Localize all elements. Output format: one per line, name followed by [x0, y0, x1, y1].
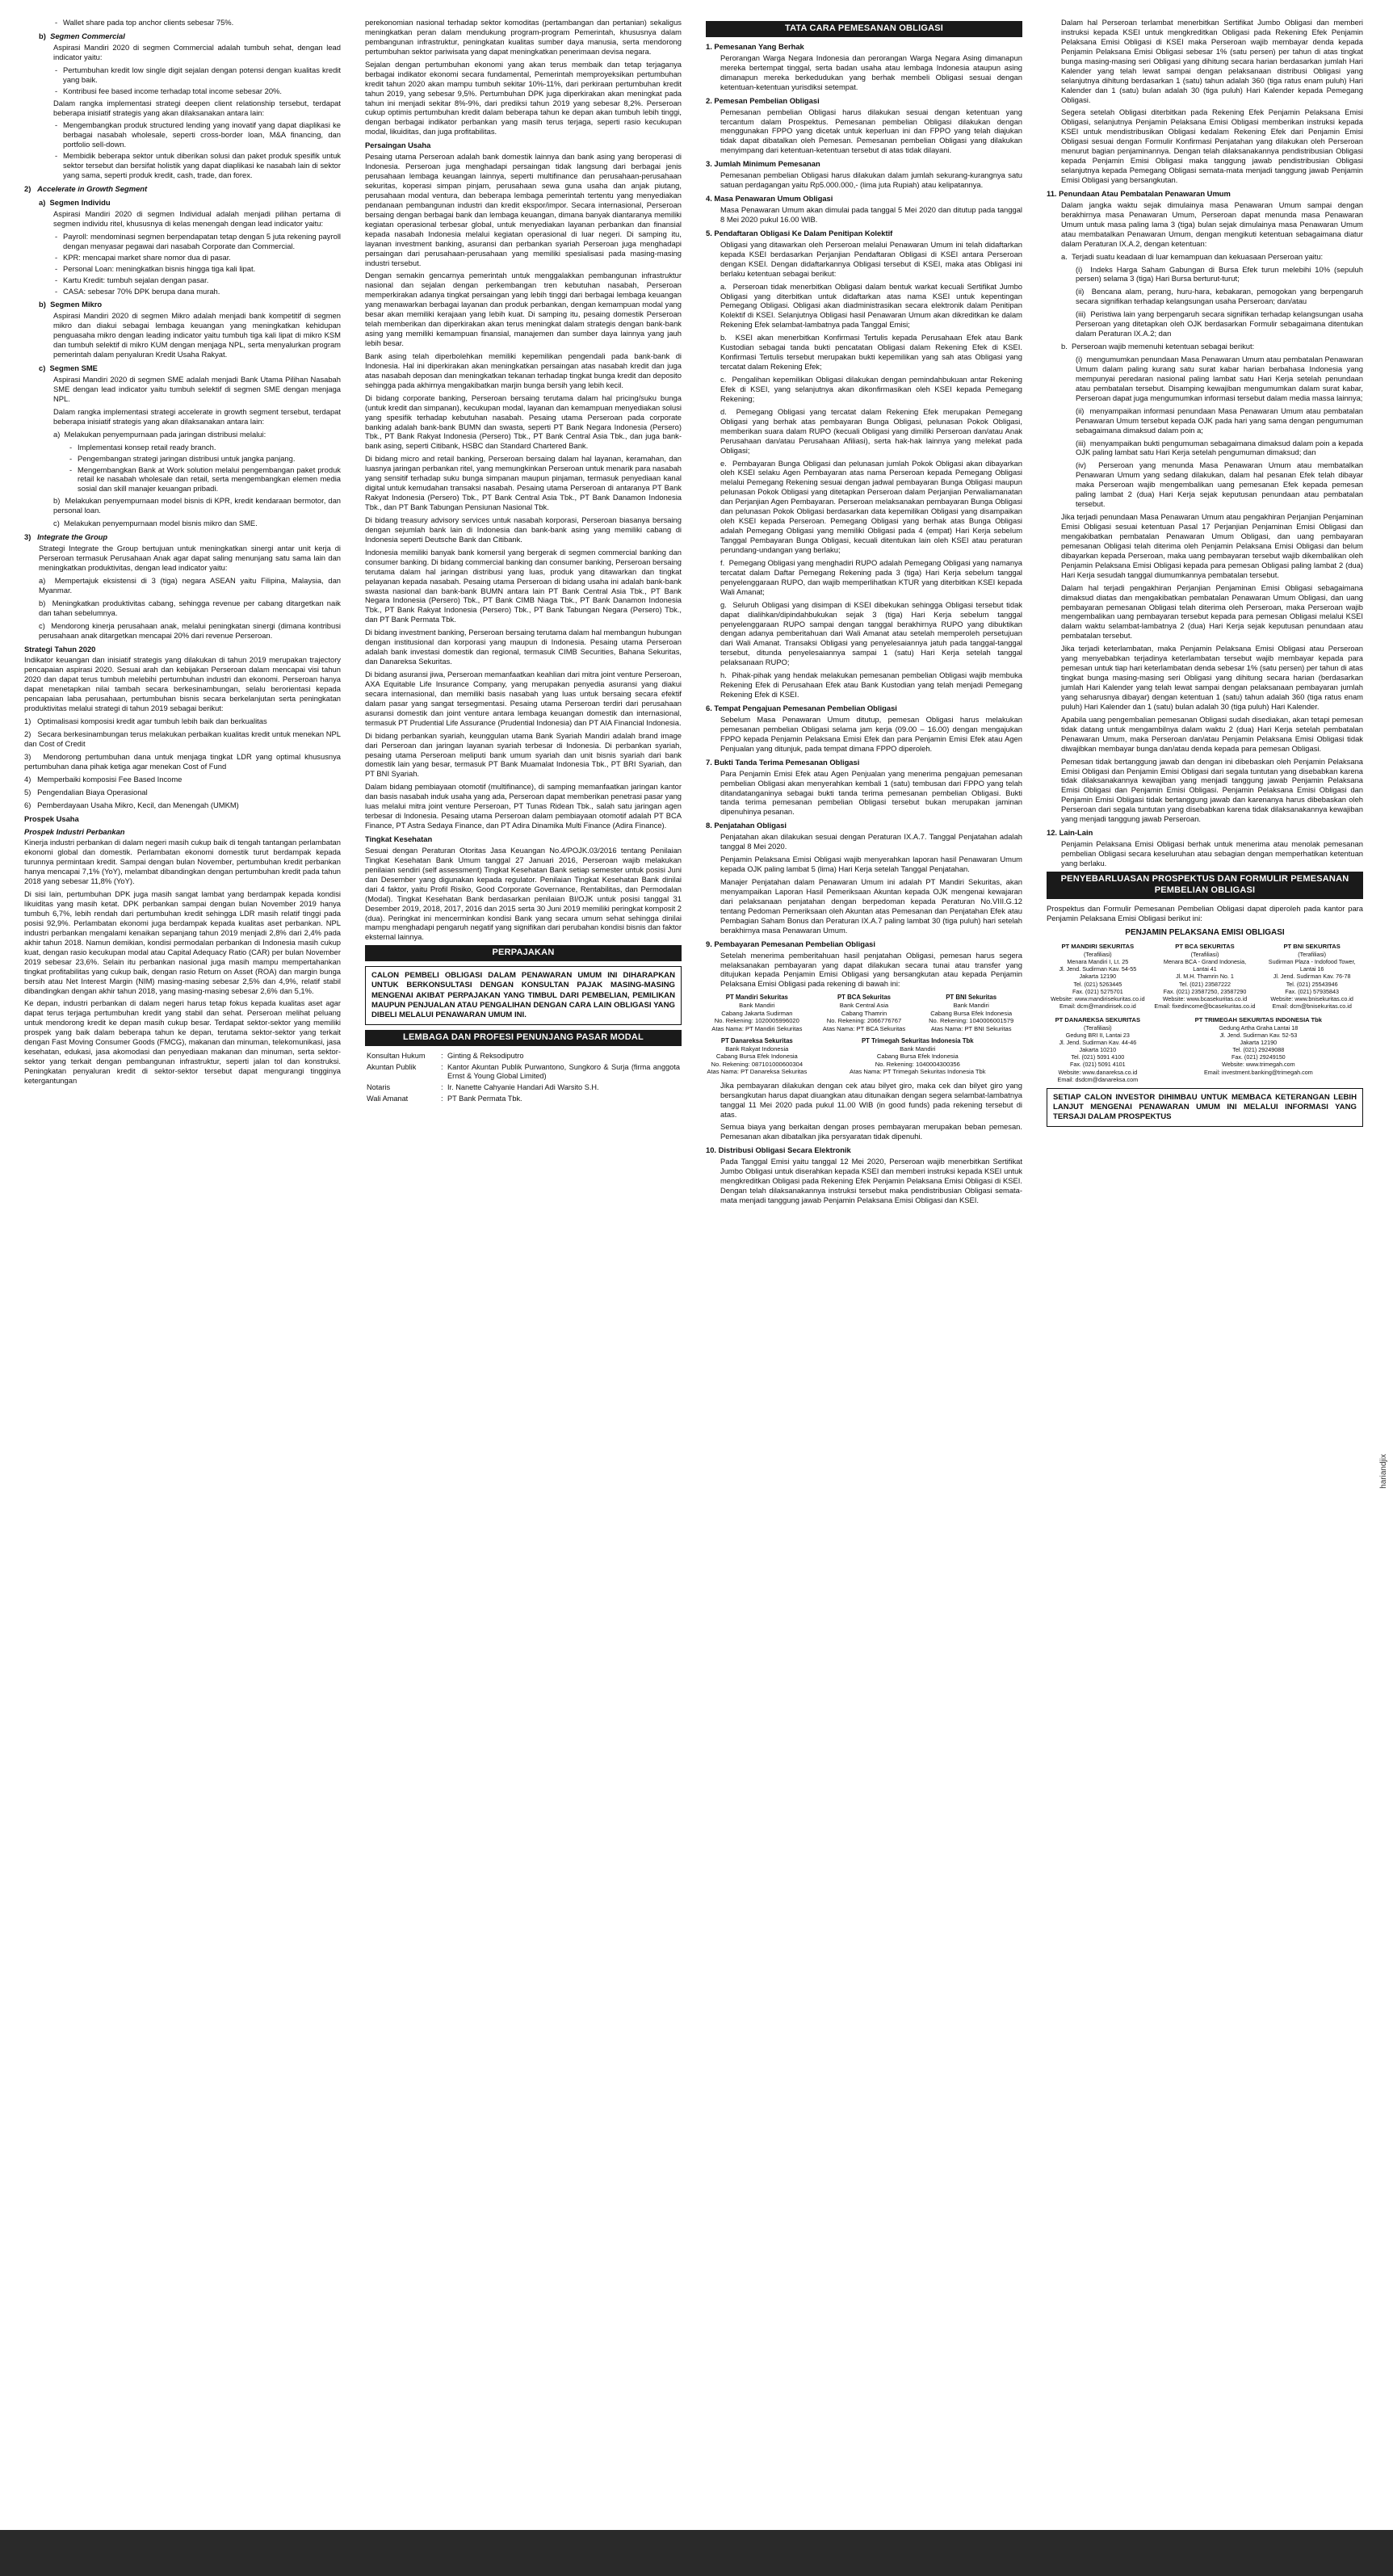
- paragraph: Perorangan Warga Negara Indonesia dan perorangan Warga Negara Asing dimanapun mereka bertempat tinggal, serta badan usaha atau lembaga Indonesia ataupun asing dimanapun mereka berkedudukan yang berhak membeli Obligasi sesuai dengan ketentuan-ketentuan yurisdiksi setempat.: [720, 53, 1022, 91]
- professionals-table: [365, 1051, 682, 1104]
- list-item: c. Pengalihan kepemilikan Obligasi dilakukan dengan pemindahbukuan antar Rekening Efek di KSEI, yang selanjutnya akan dikonfirmasikan oleh KSEI kepada Pemegang Rekening;: [720, 375, 1022, 403]
- tax-notice-box: CALON PEMBELI OBLIGASI DALAM PENAWARAN UMUM INI DIHARAPKAN UNTUK BERKONSULTASI DENGAN KONSULTAN PAJAK MASING-MASING MENGENAI AKIBAT PERPAJAKAN YANG TIMBUL DARI PEMBELIAN, PEMILIKAN MAUPUN PENJUALAN ATAU PENGALIHAN DENGAN CARA LAIN OBLIGASI YANG DIBELI MELALUI PENAWARAN UMUM INI.: [365, 966, 682, 1025]
- paragraph: Dalam rangka implementasi strategi accelerate in growth segment tersebut, terdapat beberapa inisiatif strategis yang akan dilaksanakan antara lain:: [53, 406, 341, 426]
- paragraph: Di bidang investment banking, Perseroan bersaing terutama dalam hal membangun hubungan dengan institusional dan korporasi yang maupun di Indonesia. Pesaing utama Perseroan adalah bank investasi domestik dan regional, termasuk CIMB Securities, Bahana Sekuritas, dan Danareksa Sekuritas.: [365, 628, 682, 666]
- paragraph: perekonomian nasional terhadap sektor komoditas (pertambangan dan pertanian) sekaligus meningkatkan peran dalam mendukung program-program Pemerintah, khususnya dalam pembangunan infrastruktur, peningkatan kualitas sumber daya manusia, serta mendorong pertumbuhan sektor pariwisata yang dapat meningkatkan penerimaan devisa negara.: [365, 18, 682, 56]
- heading: b) Segmen Commercial: [39, 31, 125, 40]
- paragraph: Dengan semakin gencarnya pemerintah untuk menggalakkan pembangunan infrastruktur nasional dan sejalan dengan perkembangan tren kebutuhan nasabah, Perseroan memperkirakan adanya tingkat persaingan yang lebih tinggi dari berbagai lembaga keuangan yang menawarkan berbagai layanan dan produk perbankan, dengan kemampuan modal yang besar akan memiliki kerajaan yang lebih kuat. Di samping itu, pesaing domestik Perseroan telah memberikan dan diperkirakan akan terus meningkat dalam strategis dengan bank-bank asing yang memiliki kemampuan finansial, manajemen dan sumber daya lainnya yang jauh lebih besar.: [365, 271, 682, 347]
- paragraph: Pemesan tidak bertanggung jawab dan dengan ini dibebaskan oleh Penjamin Pelaksana Emisi Obligasi dan Penjamin Emisi Obligasi dari segala tuntutan yang disebabkan karena tidak dilaksanakannya kewajiban yang menjadi tanggung jawab Penjamin Pelaksana Emisi Obligasi dan Penjamin Emisi Obligasi. Penjamin Pelaksana Emisi Obligasi dan Penjamin Emisi Obligasi tidak bertanggung jawab dan karenanya harus dibebaskan oleh Perseroan dari segala tuntutan yang disebabkan karena tidak dilaksanakannya kewajiban yang menjadi tanggung jawab Perseroan.: [1061, 756, 1363, 824]
- column-3: [706, 18, 1022, 1208]
- paragraph: Di bidang micro and retail banking, Perseroan bersaing dalam hal layanan, keramahan, dan luasnya jaringan perbankan ritel, yang memungkinkan Perseroan untuk menarik para nasabah yang sensitif terhadap suku bunga simpanan maupun pinjaman, termasuk penyediaan kanal digital untuk kemudahan transaksi nasabah. Pesaing utama Perseroan di antaranya PT Bank Rakyat Indonesia (Persero) Tbk., PT Bank Central Asia Tbk., PT Bank Danamon Indonesia Tbk., dan PT Bank Tabungan Pensiunan Nasional Tbk.: [365, 454, 682, 511]
- column-4: [1047, 18, 1363, 1132]
- heading: a) Segmen Individu: [39, 198, 111, 207]
- paragraph: Masa Penawaran Umum akan dimulai pada tanggal 5 Mei 2020 dan ditutup pada tanggal 8 Mei 2020 pukul 16.00 WIB.: [720, 205, 1022, 224]
- column-2: [365, 18, 682, 1105]
- paragraph: Di bidang corporate banking, Perseroan bersaing terutama dalam hal pricing/suku bunga (untuk kredit dan simpanan), kecukupan modal, layanan dan kemampuan menyediakan solusi yang spesifik terhadap kebutuhan nasabah. Pesaing utama Perseroan pada corporate banking adalah bank-bank BUMN dan swasta, seperti PT Bank Negara Indonesia (Persero) Tbk., PT Bank Rakyat Indonesia (Persero) Tbk., PT Bank Central Asia Tbk., dan juga bank-bank asing, seperti Citibank, HSBC dan Standard Chartered Bank.: [365, 393, 682, 451]
- paragraph: Dalam hal terjadi pengakhiran Perjanjian Penjaminan Emisi Obligasi sebagaimana dimaksud diatas dan mengakibatkan pembatalan Penawaran Umum Obligasi, dan uang pembayaran pemesanan Obligasi telah diterima oleh Perseroan, maka Perseroan wajib mengembalikan uang pembayaran tersebut kepada para pemesan Obligasi melalui KSEI dalam waktu selambat-lambatnya 2 (dua) Hari Kerja sejak keputusan penundaan atau pembatalan tersebut.: [1061, 582, 1363, 641]
- list-item: a. Terjadi suatu keadaan di luar kemampuan dan kekuasaan Perseroan yaitu:: [1061, 251, 1324, 261]
- bank-account: PT BNI Sekuritas Bank Mandiri Cabang Bursa Efek Indonesia No. Rekening: 1040006001579 Atas Nama: PT BNI Sekuritas: [929, 994, 1014, 1032]
- heading: Prospek Industri Perbankan: [24, 826, 125, 836]
- paragraph: Kinerja industri perbankan di dalam negeri masih cukup baik di tengah tantangan perlambatan ekonomi global dan domestik. Perlambatan ekonomi domestik turut berdampak kepada turunnya permintaan kredit. Sampai dengan bulan November, pertumbuhan kredit perbankan hanya mencapai 7,1% (YoY), melambat dibandingkan dengan pertumbuhan kredit pada tahun 2018 yang sebesar 11,8% (YoY).: [24, 838, 341, 886]
- paragraph: Setelah menerima pemberitahuan hasil penjatahan Obligasi, pemesan harus segera melaksanakan pembayaran yang dapat dilakukan secara tunai atau transfer yang ditujukan kepada Penjamin Emisi Obligasi yang bersangkutan atau kepada Penjamin Pelaksana Emisi Obligasi pada rekening di bawah ini:: [720, 950, 1022, 989]
- bank-account: PT Mandiri Sekuritas Bank Mandiri Cabang Jakarta Sudirman No. Rekening: 1020005996020 Atas Nama: PT Mandiri Sekuritas: [711, 994, 803, 1032]
- heading: 8. Penjatahan Obligasi: [706, 821, 787, 830]
- watermark: hariandjix: [1379, 1454, 1389, 1489]
- list-item: (i) Indeks Harga Saham Gabungan di Bursa Efek turun melebihi 10% (sepuluh persen) selama 3 (tiga) Hari Bursa berturut-turut;: [1076, 264, 1363, 284]
- heading: 2) Accelerate in Growth Segment: [24, 184, 148, 194]
- underwriter-card: PT BNI SEKURITAS (Terafiliasi) Sudirman Plaza - Indofood Tower, Lantai 16 Jl. Jend. Sudirman Kav. 76-78 Tel. (021) 25543946 Fax. (021) 57935843 Website: www.bnisekuritas.co.id Email: dcm@bnisekuritas.co.id: [1268, 943, 1356, 1010]
- heading: 10. Distribusi Obligasi Secara Elektronik: [706, 1145, 851, 1155]
- table-row: Akuntan Publik : Kantor Akuntan Publik Purwantono, Sungkoro & Surja (firma anggota Ernst & Young Global Limited): [367, 1062, 680, 1081]
- paragraph: Pesaing utama Perseroan adalah bank domestik lainnya dan bank asing yang beroperasi di Indonesia. Perseroan juga menghadapi persaingan tidak langsung dari berbagai jenis perusahaan lembaga keuangan lainnya, seperti multifinance dan perusahaan-perusahaan sekuritas, koperasi simpan pinjam, perusahaan sewa guna usaha dan anjak piutang, perusahaan modal ventura, dan beberapa lembaga pemerintah tertentu yang menyediakan pendanaan pembangunan industri dan kredit ekspor/impor. Secara internasional, Perseroan bersaing dengan berbagai bank dan lembaga keuangan, dimana banyak diantaranya memiliki kegiatan operasional terbesar global, untuk menyediakan layanan perbankan dan finansial kepada nasabah Indonesia melalui kegiatan operasional di luar negeri. Di samping itu, layanan investment banking, asuransi dan perbankan syariah Perseroan juga menghadapi persaingan dari perusahaan-perusahaan yang memiliki spesialisasi pada masing-masing industri tersebut.: [365, 152, 682, 267]
- paragraph: Aspirasi Mandiri 2020 di segmen Commercial adalah tumbuh sehat, dengan lead indicator yaitu:: [53, 42, 341, 61]
- list-item: - Kartu Kredit: tumbuh sejalan dengan pasar.: [53, 275, 341, 285]
- list-item: b. Perseroan wajib memenuhi ketentuan sebagai berikut:: [1061, 342, 1255, 351]
- paragraph: a) Melakukan penyempurnaan pada jaringan distribusi melalui:: [53, 429, 266, 439]
- paragraph: Manajer Penjatahan dalam Penawaran Umum ini adalah PT Mandiri Sekuritas, akan menyampaikan Laporan Hasil Pemeriksaan Akuntan kepada OJK mengenai kewajaran dari pelaksanaan penjatahan dengan berpedoman kepada Peraturan No.VIII.G.12 tentang Pedoman Pemeriksaan oleh Akuntan atas Pemesanan dan Penjatahan Efek atau Pembagian Saham Bonus dan Peraturan IX.A.7 paling lambat 30 (tiga puluh) hari setelah berakhirnya masa Penawaran Umum.: [720, 877, 1022, 935]
- list-item: 5) Pengendalian Biaya Operasional: [24, 787, 148, 796]
- list-item: - Kontribusi fee based income terhadap total income sebesar 20%.: [53, 86, 341, 96]
- paragraph: Di bidang asuransi jiwa, Perseroan memanfaatkan keahlian dari mitra joint venture Perseroan, AXA Equitable Life Insurance Company, yang merupakan penyedia asuransi yang diakui secara internasional, dan memiliki basis nasabah yang luas untuk bersaing secara efektif dalam pasar yang sangat tersegmentasi. Pesaing utama Perseroan terdiri dari perusahaan asuransi domestik dan joint venture antara lembaga keuangan domestik dan internasional, termasuk PT Prudential Life Assurance (Prudential Indonesia) dan PT AIA Financial Indonesia.: [365, 670, 682, 727]
- list-item: (ii) Bencana alam, perang, huru-hara, kebakaran, pemogokan yang berpengaruh secara signifikan terhadap kelangsungan usaha Perseroan; dan/atau: [1076, 287, 1363, 306]
- paragraph: Apabila uang pengembalian pemesanan Obligasi sudah disediakan, akan tetapi pemesan tidak datang untuk mengambilnya dalam waktu 2 (dua) Hari Kerja setelah pembatalan Penawaran Umum, maka Perseroan dan/atau Penjamin Pelaksana Emisi Obligasi tidak diwajibkan membayar bunga dan/atau denda kepada para pemesan Obligasi.: [1061, 714, 1363, 753]
- paragraph: Segera setelah Obligasi diterbitkan pada Rekening Efek Penjamin Pelaksana Emisi Obligasi, selanjutnya Penjamin Pelaksana Emisi Obligasi memberikan instruksi kepada KSEI untuk mendistribusikan Obligasi kedalam Rekening Efek dari Penjamin Emisi Obligasi sesuai dengan Formulir Konfirmasi Penjatahan yang dilakukan oleh Perseroan menurut bagian penjaminannya. Dengan telah dilaksanakannya pendistribusian Obligasi kepada Penjamin Emisi Obligasi maka tanggung jawab pendistribusian Obligasi selanjutnya kepada Pemegang Obligasi semata-mata menjadi tanggung jawab Penjamin Emisi Obligasi yang bersangkutan.: [1061, 107, 1363, 184]
- paragraph: Obligasi yang ditawarkan oleh Perseroan melalui Penawaran Umum ini telah didaftarkan kepada KSEI berdasarkan Perjanjian Pendaftaran Obligasi di KSEI antara Perseroan dengan KSEI. Dengan didaftarkannya Obligasi tersebut di KSEI, maka atas Obligasi ini berlaku ketentuan sebagai berikut:: [720, 239, 1022, 278]
- bank-account: PT Trimegah Sekuritas Indonesia Tbk Bank Mandiri Cabang Bursa Efek Indonesia No. Rekening: 1040004300356 Atas Nama: PT Trimegah Sekuritas Indonesia Tbk: [850, 1037, 986, 1076]
- table-row: Wali Amanat : PT Bank Permata Tbk.: [367, 1094, 522, 1103]
- heading: 3. Jumlah Minimum Pemesanan: [706, 159, 820, 169]
- text-line: - Wallet share pada top anchor clients sebesar 75%.: [53, 18, 341, 27]
- heading: 3) Integrate the Group: [24, 532, 108, 542]
- list-item: e. Pembayaran Bunga Obligasi dan pelunasan jumlah Pokok Obligasi akan dibayarkan oleh KSEI selaku Agen Pembayaran atas nama Perseroan kepada Pemegang Obligasi melalui Pemegang Rekening sesuai dengan jadwal pembayaran Bunga Obligasi maupun pelunasan Pokok Obligasi yang ditetapkan Perseroan dalam Perjanjian Perwaliamanatan dan Perjanjian Agen Pembayaran. Perseroan melaksanakan pembayaran Bunga Obligasi dan pelunasan Pokok Obligasi berdasarkan data kepemilikan Obligasi yang disampaikan oleh KSEI kepada Perseroan. Pemegang Obligasi yang berhak atas Bunga Obligasi adalah Pemegang Obligasi yang memiliki Obligasi pada 4 (empat) Hari Kerja sebelum Tanggal Pembayaran Bunga Obligasi, kecuali ditentukan lain oleh KSEI atau peraturan perundang-undangan yang berlaku;: [720, 458, 1022, 554]
- footer-bar: [0, 2530, 1393, 2576]
- section-banner-penyebarluasan: PENYEBARLUASAN PROSPEKTUS DAN FORMULIR PEMESANAN PEMBELIAN OBLIGASI: [1047, 872, 1363, 899]
- table-row: Notaris : Ir. Nanette Cahyanie Handari Adi Warsito S.H.: [367, 1083, 599, 1092]
- paragraph: c) Melakukan penyempurnaan model bisnis mikro dan SME.: [53, 519, 258, 528]
- column-1: [24, 18, 341, 1089]
- paragraph: Sesuai dengan Peraturan Otoritas Jasa Keuangan No.4/POJK.03/2016 tentang Penilaian Tingkat Kesehatan Bank Umum tanggal 27 Januari 2016, Perseroan wajib melakukan penilaian sendiri (self assessment) Tingkat Kesehatan Bank setiap semester untuk posisi Juni dan Desember yang digunakan kepada regulator. Penilaian Tingkat Kesehatan Bank dinilai dari 4 faktor, yaitu Profil Risiko, Good Corporate Governance, Rentabilitas, dan Permodalan (Modal). Tingkat Kesehatan Bank berdasarkan penilaian BI/OJK untuk posisi tanggal 31 Desember 2019, 2018, 2017, 2016 dan 2015 serta 30 Juni 2019 memiliki peringkat komposit 2 (dua). Peringkat ini mencerminkan kondisi Bank yang secara umum sehat sehingga dinilai mampu menghadapi pengaruh negatif yang signifikan dari perubahan kondisi bisnis dan faktor eksternal lainnya.: [365, 845, 682, 942]
- list-item: - Mengembangkan produk structured lending yang inovatif yang dapat diaplikasi ke berbagai nasabah wholesale, seperti cross-border loan, M&A financing, dan portfolio sell-down.: [53, 120, 341, 149]
- list-item: 1) Optimalisasi komposisi kredit agar tumbuh lebih baik dan berkualitas: [24, 716, 267, 726]
- heading: 1. Pemesanan Yang Berhak: [706, 41, 804, 51]
- paragraph: Dalam rangka implementasi strategi deepen client relationship tersebut, terdapat beberapa inisiatif strategis yang akan dilaksanakan antara lain:: [53, 98, 341, 117]
- paragraph: b) Meningkatkan produktivitas cabang, sehingga revenue per cabang ditargetkan naik dan tahan sebelumnya.: [39, 598, 341, 617]
- section-banner-perpajakan: PERPAJAKAN: [365, 945, 682, 961]
- list-item: 4) Memperbaiki komposisi Fee Based Income: [24, 774, 183, 784]
- list-item: - KPR: mencapai market share nomor dua di pasar.: [53, 253, 341, 263]
- bank-account: PT BCA Sekuritas Bank Central Asia Cabang Thamrin No. Rekening: 2066776767 Atas Nama: PT BCA Sekuritas: [822, 994, 906, 1032]
- list-item: 2) Secara berkesinambungan terus melakukan perbaikan kualitas kredit untuk menekan NPL dan Cost of Credit: [24, 729, 341, 748]
- list-item: 6) Pemberdayaan Usaha Mikro, Kecil, dan Menengah (UMKM): [24, 800, 239, 809]
- paragraph: Bank asing telah diperbolehkan memiliki kepemilikan pengendali pada bank-bank di Indonesia. Hal ini diperkirakan akan meningkatkan persaingan atas nasabah kredit dan juga atas nasabah deposan dan meningkatkan tekanan terhadap tingkat bunga kredit dan deposito sehingga pada akhirnya mengakibatkan marjin bunga bersih yang lebih kecil.: [365, 351, 682, 389]
- heading: Persaingan Usaha: [365, 141, 431, 150]
- paragraph: Pada Tanggal Emisi yaitu tanggal 12 Mei 2020, Perseroan wajib menerbitkan Sertifikat Jumbo Obligasi untuk diserahkan kepada KSEI dan memberi instruksi kepada KSEI untuk mengkreditkan Obligasi pada Rekening Efek Penjamin Pelaksana Emisi Obligasi di KSEI. Dengan telah dilaksanakannya instruksi tersebut maka pendistribusian Obligasi semata-mata menjadi tanggung jawab Penjamin Pelaksana Emisi Obligasi dan KSEI.: [720, 1157, 1022, 1204]
- paragraph: Aspirasi Mandiri 2020 di segmen SME adalah menjadi Bank Utama Pilihan Nasabah SME dengan lead indicator yaitu tumbuh selektif di segmen SME dengan menjaga NPL.: [53, 375, 341, 403]
- list-item: - Mengembangkan Bank at Work solution melalui pengembangan paket produk retail ke nasabah wholesale dan retail, serta mengembangkan elemen media sosial dan skill manajer keuangan pribadi.: [68, 465, 341, 494]
- underwriter-card: PT DANAREKSA SEKURITAS (Terafiliasi) Gedung BRI II, Lantai 23 Jl. Jend. Sudirman Kav. 44-46 Jakarta 10210 Tel. (021) 5091 4100 Fax. (021) 5091 4101 Website: www.danareksa.co.id Email: dsdcm@danareksa.com: [1055, 1016, 1141, 1083]
- list-item: d. Pemegang Obligasi yang tercatat dalam Rekening Efek merupakan Pemegang Obligasi yang berhak atas pembayaran Bunga Obligasi, pelunasan Pokok Obligasi, memberikan suara dalam RUPO (kecuali Obligasi yang dimiliki Perseroan dan/atau Anak Perusahaan dan/atau Perusahaan Afiliasi), serta hak-hak lainnya yang melekat pada Obligasi;: [720, 406, 1022, 455]
- underwriter-card: PT TRIMEGAH SEKURITAS INDONESIA Tbk Gedung Artha Graha Lantai 18 Jl. Jend. Sudirman Kav. 52-53 Jakarta 12190 Tel. (021) 29249088 Fax. (021) 29249150 Website: www.trimegah.com Email: investment.banking@trimegah.com: [1194, 1016, 1322, 1076]
- paragraph: Penjamin Pelaksana Emisi Obligasi berhak untuk menerima atau menolak pemesanan pembelian Obligasi secara keseluruhan atau sebagian dengan memperhatikan ketentuan yang berlaku.: [1061, 839, 1363, 868]
- heading: 9. Pembayaran Pemesanan Pembelian Obligasi: [706, 939, 875, 948]
- paragraph: Aspirasi Mandiri 2020 di segmen Individual adalah menjadi pilihan pertama di segmen individu ritel, khususnya di kelas menengah dengan lead indicator yaitu:: [53, 208, 341, 228]
- heading: Prospek Usaha: [24, 813, 79, 823]
- list-item: (iii) menyampaikan bukti pengumuman sebagaimana dimaksud dalam poin a kepada OJK paling lambat satu Hari Kerja setelah pengumuman dimaksud; dan: [1076, 438, 1363, 457]
- list-item: h. Pihak-pihak yang hendak melakukan pemesanan pembelian Obligasi wajib membuka Rekening Efek di Perusahaan Efek atau Bank Kustodian yang telah menjadi Pemegang Rekening Efek di KSEI.: [720, 670, 1022, 700]
- heading: Strategi Tahun 2020: [24, 644, 96, 653]
- list-item: f. Pemegang Obligasi yang menghadiri RUPO adalah Pemegang Obligasi yang namanya tercatat dalam Daftar Pemegang Rekening pada 3 (tiga) Hari Kerja sebelum tanggal penyelenggaraan RUPO, dan wajib memperlihatkan KTUR yang diterbitkan KSEI kepada Wali Amanat;: [720, 557, 1022, 596]
- heading: b) Segmen Mikro: [39, 300, 103, 309]
- list-item: - Personal Loan: meningkatkan bisnis hingga tiga kali lipat.: [53, 264, 341, 274]
- section-banner-tata-cara: TATA CARA PEMESANAN OBLIGASI: [706, 21, 1022, 37]
- paragraph: Sejalan dengan pertumbuhan ekonomi yang akan terus membaik dan tetap terjaganya berbagai indikator ekonomi secara fundamental, Pemerintah memproyeksikan pertumbuhan kredit tahun 2020 akan mampu tumbuh sekitar 10%-11%, dari perkiraan pertumbuhan kredit tahun 2019, yang sebesar 9,5%. Pertumbuhan DPK juga diperkirakan akan meningkat pada tahun ini menjadi sekitar 8%-9%, dari prediksi tahun 2019 yang sebesar 8,2%. Perseroan cukup optimis pertumbuhan kredit dalam beberapa tahun ke depan akan tumbuh lebih tinggi, dengan berbagai indikator perbankan yang masih terus terjaga, seperti rasio kecukupan modal, likuiditas, dan juga profitabilitas.: [365, 59, 682, 137]
- paragraph: Jika terjadi keterlambatan, maka Penjamin Pelaksana Emisi Obligasi atau Perseroan yang menyebabkan terjadinya keterlambatan tersebut wajib membayar kepada para pemesan untuk tiap hari keterlambatan denda sebesar 1% (satu persen) per tahun di atas tingkat bunga masing-masing seri Obligasi yang dihitung secara harian (berdasarkan jumlah Hari Kalender yang telah lewat sampai dengan pelaksanaan pembayaran jumlah yang seharusnya dibayar) dengan ketentuan 1 (satu) tahun adalah 360 (tiga ratus enam puluh) Hari Kalender dan 1 (satu) bulan adalah 30 (tiga puluh) Hari Kalender.: [1061, 644, 1363, 711]
- paragraph: a) Mempertajuk eksistensi di 3 (tiga) negara ASEAN yaitu Filipina, Malaysia, dan Myanmar.: [39, 575, 341, 595]
- paragraph: Indonesia memiliki banyak bank komersil yang bergerak di segmen commercial banking dan consumer banking. Di bidang commercial banking dan consumer banking, Perseroan bersaing terutama dalam hal jaringan distribusi yang luas, produk yang ditawarkan dan tingkat pelayanan kepada nasabah. Pesaing utama Perseroan di bidang usaha ini adalah bank-bank swasta nasional dan bank-bank BUMN antara lain PT Bank Central Asia Tbk., PT Bank Negara Indonesia (Persero) Tbk., PT Bank CIMB Niaga Tbk., PT Bank Danamon Indonesia Tbk., PT Bank Rakyat Indonesia (Persero) Tbk., PT Bank Tabungan Negara (Persero) Tbk., dan PT Bank Permata Tbk.: [365, 547, 682, 624]
- paragraph: Pemesanan pembelian Obligasi harus dilakukan sesuai dengan ketentuan yang tercantum dalam Prospektus. Pemesanan pembelian Obligasi dilakukan dengan menggunakan FPPO yang dicetak untuk keperluan ini dan FPPO yang telah diajukan tidak dapat dibatalkan oleh Pemesan. Pemesanan pembelian Obligasi yang dilakukan menyimpang dari ketentuan-ketentuan tersebut di atas tidak dilayani.: [720, 107, 1022, 155]
- heading: 2. Pemesan Pembelian Obligasi: [706, 95, 820, 105]
- paragraph: Dalam hal Perseroan terlambat menerbitkan Sertifikat Jumbo Obligasi dan memberi instruksi kepada KSEI untuk mengkreditkan Obligasi pada Rekening Efek Penjamin Pelaksana Emisi Obligasi di KSEI maka Perseroan wajib membayar denda kepada Penjamin Pelaksana Emisi Obligasi sebesar 1% (satu persen) per tahun di atas tingkat bunga masing-masing seri Obligasi yang dihitung secara harian berdasarkan jumlah Hari Kalender yang telah lewat sampai dengan pelaksanaan distribusi Obligasi yang selanjutnya dihitung berdasarkan 1 (satu) tahun adalah 360 (tiga ratus enam puluh) Hari Kalender dan 1 (satu) bulan adalah 30 (tiga puluh) Hari Kalender kepada Pemegang Obligasi.: [1061, 18, 1363, 104]
- list-item: - Pengembangan strategi jaringan distribusi untuk jangka panjang.: [68, 454, 341, 464]
- heading: 6. Tempat Pengajuan Pemesanan Pembelian Obligasi: [706, 704, 897, 713]
- list-item: (iii) Peristiwa lain yang berpengaruh secara signifikan terhadap kelangsungan usaha Perseroan yang ditetapkan oleh OJK berdasarkan Formulir sebagaimana ditentukan dalam Peraturan IX.A.2; dan: [1076, 309, 1364, 338]
- underwriter-card: PT BCA SEKURITAS (Terafiliasi) Menara BCA - Grand Indonesia, Lantai 41 Jl. M.H. Thamrin No. 1 Tel. (021) 23587222 Fax. (021) 23587250, 23587290 Website: www.bcasekuritas.co.id Email: fixedincome@bcasekuritas.co.id: [1154, 943, 1256, 1010]
- list-item: b. KSEI akan menerbitkan Konfirmasi Tertulis kepada Perusahaan Efek atau Bank Kustodian sebagai tanda bukti pencatatan Obligasi dalam Rekening Efek di KSEI. Konfirmasi Tertulis tersebut merupakan bukti kepemilikan yang sah atas Obligasi yang tercatat dalam Rekening Efek;: [720, 333, 1022, 372]
- heading: 7. Bukti Tanda Terima Pemesanan Obligasi: [706, 757, 860, 767]
- bank-accounts-grid: [706, 994, 1022, 1075]
- heading: 4. Masa Penawaran Umum Obligasi: [706, 194, 833, 204]
- list-item: - CASA: sebesar 70% DPK berupa dana murah.: [53, 287, 341, 296]
- paragraph: Sebelum Masa Penawaran Umum ditutup, pemesan Obligasi harus melakukan pemesanan pembelian Obligasi selama jam kerja (09.00 – 16.00) dengan mengajukan FPPO kepada Penjamin Pelaksana Emisi Efek dan para Penjamin Emisi Efek atau Agen Penjualan yang ditunjuk, pada tempat dimana FPPO diperoleh.: [720, 714, 1022, 753]
- heading: 5. Pendaftaran Obligasi Ke Dalam Penitipan Kolektif: [706, 228, 893, 237]
- heading: 11. Penundaan Atau Pembatalan Penawaran Umum: [1047, 188, 1231, 198]
- paragraph: b) Melakukan penyempurnaan model bisnis di KPR, kredit kendaraan bermotor, dan personal loan.: [53, 496, 341, 515]
- investor-notice-box: SETIAP CALON INVESTOR DIHIMBAU UNTUK MEMBACA KETERANGAN LEBIH LANJUT MENGENAI PENAWARAN UMUM INI MELALUI INFORMASI YANG TERSAJI DALAM PROSPEKTUS: [1047, 1088, 1363, 1128]
- section-banner-lembaga: LEMBAGA DAN PROFESI PENUNJANG PASAR MODAL: [365, 1030, 682, 1046]
- bank-account: PT Danareksa Sekuritas Bank Rakyat Indonesia Cabang Bursa Efek Indonesia No. Rekening: 087101000600304 Atas Nama: PT Danareksa Sekuritas: [707, 1037, 808, 1076]
- paragraph: Dalam jangka waktu sejak dimulainya masa Penawaran Umum sampai dengan berakhirnya masa Penawaran Umum, Perseroan dapat menunda masa Penawaran Umum untuk masa paling lama 3 (tiga) bulan sejak dimulainya masa Penawaran Umum atau membatalkan Penawaran Umum, dengan mengikuti ketentuan sebagaimana diatur dalam Peraturan IX.A.2, dengan ketentuan:: [1061, 200, 1363, 248]
- heading: 12. Lain-Lain: [1047, 828, 1093, 838]
- paragraph: Indikator keuangan dan inisiatif strategis yang dilakukan di tahun 2019 merupakan trajectory pencapaian aspirasi 2020. Sesuai arah dan kebijakan Perseroan dalam mencapai visi tahun 2020 dan dapat terus tumbuh melebihi pertumbuhan industri dan ekonomi. Perseroan hanya dapat menetapkan nilai tambah secara berkesinambungan, selalu berorientasi kepada pencapaian laba perusahaan, pertumbuhan bisnis secara berkelanjutan serta peningkatan produktivitas melalui strategi di tahun 2019 sebagai berikut:: [24, 655, 341, 713]
- paragraph: c) Mendorong kinerja perusahaan anak, melalui peningkatan sinergi (dimana kontribusi perusahaan anak ditargetkan mencapai 20% dari revenue Perseroan.: [39, 620, 341, 640]
- list-item: 3) Mendorong pertumbuhan dana untuk menjaga tingkat LDR yang optimal khususnya pertumbuhan dana pihak ketiga agar menekan Cost of Fund: [24, 751, 341, 771]
- table-row: Konsultan Hukum : Ginting & Reksodiputro: [367, 1052, 524, 1061]
- paragraph: Di sisi lain, pertumbuhan DPK juga masih sangat lambat yang berdampak kepada kondisi likuiditas yang masih ketat. DPK perbankan sampai dengan bulan November 2019 hanya tumbuh 6,7%, lebih rendah dari pertumbuhan kredit sehingga LDR masih relatif tinggi pada posisi 92,9%. Perlambatan ekonomi juga berdampak kepada kualitas aset perbankan. NPL industri perbankan mengalami kenaikan sepanjang tahun 2019 menjadi 2,8% dari 2,4% pada akhir tahun 2018. Namun demikian, kondisi permodalan perbankan di Indonesia masih cukup kuat, dengan rasio kecukupan modal atau Capital Adequacy Ratio (CAR) per bulan November 2019 sebesar 23,6%. Selain itu perbankan nasional juga masih mampu mempertahankan tingkat profitabilitas yang cukup baik, dengan rasio Return on Asset (ROA) dan margin bunga bersih atau Net Interest Margin (NIM) masing-masing sebesar 2,5% dan 4,9%, relatif stabil dibandingkan dengan akhir tahun 2018, yang masing-masing sebesar 2,6% dan 5,1%.: [24, 889, 341, 995]
- list-item: g. Seluruh Obligasi yang disimpan di KSEI dibekukan sehingga Obligasi tersebut tidak dapat dialihkan/dipindahbukukan sejak 3 (tiga) Hari Kerja sebelum tanggal penyelenggaraan RUPO sampai dengan tanggal berakhirnya RUPO yang dibuktikan dengan adanya pemberitahuan dari Wali Amanat atau setelah memperoleh persetujuan dari Wali Amanat. Transaksi Obligasi yang penyelesaiannya jatuh pada tanggal-tanggal tersebut, ditunda penyelesaiannya sampai 1 (satu) Hari Kerja setelah tanggal pelaksanaan RUPO;: [720, 599, 1022, 667]
- paragraph: Semua biaya yang berkaitan dengan proses pembayaran merupakan beban pemesan. Pemesanan akan dibatalkan jika persyaratan tidak dipenuhi.: [720, 1122, 1022, 1141]
- list-item: - Payroll: mendominasi segmen berpendapatan tetap dengan 5 juta rekening payroll dengan menyasar pegawai dari nasabah Corporate dan Commercial.: [53, 232, 341, 251]
- paragraph: Pemesanan pembelian Obligasi harus dilakukan dalam jumlah sekurang-kurangnya satu satuan perdagangan yaitu Rp5.000.000,- (lima juta Rupiah) atau kelipatannya.: [720, 170, 1022, 190]
- list-item: (ii) menyampaikan informasi penundaan Masa Penawaran Umum atau pembatalan Penawaran Umum tersebut kepada OJK pada hari yang sama dengan pengumuman sebagaimana dimaksud dalam poin a;: [1076, 406, 1363, 435]
- list-item: - Pertumbuhan kredit low single digit sejalan dengan potensi dengan kualitas kredit yang baik.: [53, 65, 341, 85]
- paragraph: Aspirasi Mandiri 2020 di segmen Mikro adalah menjadi bank kompetitif di segmen mikro dan diakui sebagai lembaga keuangan yang meningkatkan kehidupan penguasaha mikro dengan leading indicator yaitu tumbuh tiga kali lipat di mikro KSM dan tumbuh selektif di mikro KUM dengan menjaga NPL, serta menyalurkan program pemerintah dalam penyaluran Kredit Usaha Rakyat.: [53, 311, 341, 359]
- paragraph: Penjatahan akan dilakukan sesuai dengan Peraturan IX.A.7. Tanggal Penjatahan adalah tanggal 8 Mei 2020.: [720, 832, 1022, 851]
- paragraph: Para Penjamin Emisi Efek atau Agen Penjualan yang menerima pengajuan pemesanan pembelian Obligasi akan menyerahkan kembali 1 (satu) tembusan dari FPPO yang telah ditandatanganinya sebagai bukti tanda terima pemesanan pembelian Obligasi. Bukti tanda terima pemesanan pembelian Obligasi tersebut bukan merupakan jaminan dipenuhinya pesanan.: [720, 768, 1022, 817]
- paragraph: Prospektus dan Formulir Pemesanan Pembelian Obligasi dapat diperoleh pada kantor para Penjamin Pelaksana Emisi Obligasi berikut ini:: [1047, 903, 1363, 922]
- list-item: (i) mengumumkan penundaan Masa Penawaran Umum atau pembatalan Penawaran Umum dalam paling kurang satu surat kabar harian berbahasa Indonesia yang mempunyai peredaran nasional paling lambat satu Hari Kerja setelah penundaan atau pembatalan tersebut. Disamping kewajiban mengumumkan dalam surat kabar, Perseroan dapat juga mengumumkan informasi tersebut dalam media massa lainnya;: [1076, 355, 1363, 402]
- list-item: a. Perseroan tidak menerbitkan Obligasi dalam bentuk warkat kecuali Sertifikat Jumbo Obligasi yang diterbitkan untuk didaftarkan atas nama KSEI untuk kepentingan Pemegang Obligasi. Obligasi akan diadministrasikan secara elektronik dalam Penitipan Kolektif di KSEI. Selanjutnya Obligasi hasil Penawaran Umum akan dikreditkan ke dalam Rekening Efek selambat-lambatnya pada Tanggal Emisi;: [720, 281, 1022, 330]
- paragraph: Di bidang perbankan syariah, keunggulan utama Bank Syariah Mandiri adalah brand image dari Perseroan dan jaringan layanan syariah terbesar di Indonesia. Di perbankan syariah, pesaing utama Perseroan meliputi bank umum syariah dan unit bisnis syariah dari bank domestik lain yang besar, termasuk PT Bank Muamalat Indonesia Tbk., PT BRI Syariah, dan PT BNI Syariah.: [365, 730, 682, 779]
- paragraph: Jika pembayaran dilakukan dengan cek atau bilyet giro, maka cek dan bilyet giro yang bersangkutan harus dapat diuangkan atau ditunaikan dengan segera selambat-lambatnya tanggal 11 Mei 2020 pada pukul 11.00 WIB (in good funds) pada rekening tersebut di atas.: [720, 1080, 1022, 1119]
- paragraph: Ke depan, industri perbankan di dalam negeri harus tetap fokus kepada kualitas aset agar dapat terus terjaga pertumbuhan kredit yang stabil dan sehat. Perseroan melihat peluang untuk mendorong kredit ke depan masih cukup besar. Terdapat sektor-sektor yang memiliki prospek yang baik dalam beberapa tahun ke depan, terutama sektor-sektor yang terkait dengan Fast Moving Consumer Goods (FMCG), makanan dan minuman, telekomunikasi, jasa kesehatan, edukasi, jasa akomodasi dan penyediaan makanan dan minuman, serta sektor-sektor yang terkait dengan pembangunan infrastruktur, seperti jalan tol dan konstruksi. Peningkatan penyaluran kredit di sektor-sektor tersebut dapat mengurangi tingginya ketergantungan: [24, 998, 341, 1085]
- list-item: - Implementasi konsep retail ready branch.: [68, 443, 341, 452]
- paragraph: Strategi Integrate the Group bertujuan untuk meningkatkan sinergi antar unit kerja di Perseroan termasuk Perusahaan Anak agar dapat saling menunjang satu sama lain dan meningkatkan produktivitas, dengan lead indicator yaitu:: [39, 544, 341, 572]
- paragraph: Dalam bidang pembiayaan otomotif (multifinance), di samping memanfaatkan jaringan kantor dan basis nasabah induk usaha yang ada, Perseroan dapat memberikan penetrasi pasar yang luas melalui mitra joint venture Perseroan, PT Tunas Ridean Tbk., salah satu jaringan agen terbesar di Indonesia. Pesaing utama Perseroan dalam pembiayaan otomotif adalah PT BCA Finance, PT Astra Sedaya Finance, dan PT Adira Dinamika Multi Finance (Adira Finance).: [365, 782, 682, 830]
- heading: c) Segmen SME: [39, 363, 98, 373]
- paragraph: Di bidang treasury advisory services untuk nasabah korporasi, Perseroan biasanya bersaing dengan sejumlah bank lain di Indonesia dan bank-bank asing yang memiliki cabang di Indonesia seperti Deutsche Bank dan Citibank.: [365, 515, 682, 544]
- underwriters-grid: [1047, 943, 1363, 1083]
- paragraph: Jika terjadi penundaan Masa Penawaran Umum atau pengakhiran Perjanjian Penjaminan Emisi Obligasi sesuai ketentuan Pasal 17 Perjanjian Penjaminan Emisi Obligasi dan mengakibatkan pembatalan Penawaran Umum Obligasi, dan uang pembayaran pemesanan Obligasi telah diterima oleh Penjamin Pelaksana Emisi Obligasi dan belum dibayarkan kepada Perseroan, maka uang pembayaran tersebut wajib dikembalikan oleh Penjamin Pelaksana Emisi Obligasi kepada para pemesan Obligasi paling lambat 2 (dua) Hari Kerja sesudah tanggal diumumkannya pembatalan tersebut.: [1061, 512, 1363, 579]
- underwriter-card: PT MANDIRI SEKURITAS (Terafiliasi) Menara Mandiri I, Lt. 25 Jl. Jend. Sudirman Kav. 54-55 Jakarta 12190 Tel. (021) 5263445 Fax. (021) 5275701 Website: www.mandirisekuritas.co.id Email: dcm@mandirisek.co.id: [1051, 943, 1145, 1010]
- list-item: - Membidik beberapa sektor untuk diberikan solusi dan paket produk spesifik untuk sektor tersebut dan bersifat holistik yang dapat diaplikasi ke nasabah lain di sektor yang sama, seperti produk kredit, cash, trade, dan forex.: [53, 151, 341, 180]
- agents-title: PENJAMIN PELAKSANA EMISI OBLIGASI: [1125, 927, 1285, 937]
- paragraph: Penjamin Pelaksana Emisi Obligasi wajib menyerahkan laporan hasil Penawaran Umum kepada OJK paling lambat 5 (lima) Hari Kerja setelah Tanggal Penjatahan.: [720, 855, 1022, 874]
- list-item: (iv) Perseroan yang menunda Masa Penawaran Umum atau membatalkan Penawaran Umum yang sedang dilakukan, dalam hal pesanan Efek telah dibayar maka Perseroan wajib mengembalikan uang pemesanan Efek kepada pemesan paling lambat 2 (dua) Hari Kerja sejak keputusan penundaan atau pembatalan tersebut.: [1076, 460, 1363, 509]
- heading: Tingkat Kesehatan: [365, 834, 433, 843]
